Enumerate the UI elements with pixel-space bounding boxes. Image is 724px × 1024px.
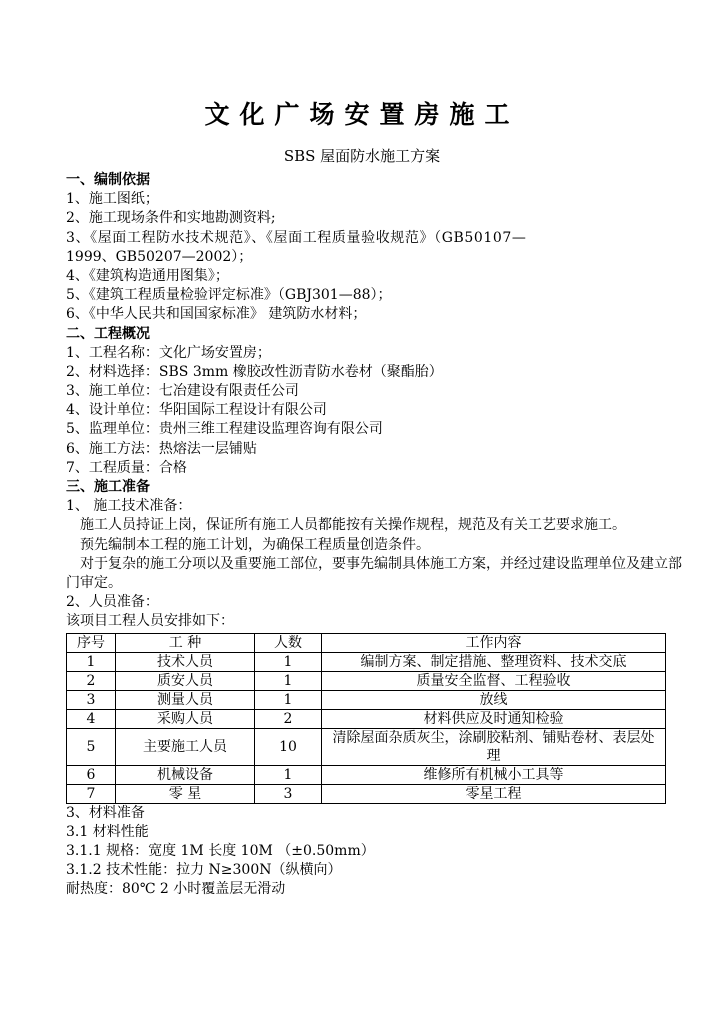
section3-sub3: 3、材料准备 [66,804,145,821]
table-cell: 机械设备 [116,765,255,784]
materials-item: 耐热度：80℃ 2 小时覆盖层无滑动 [66,881,286,898]
section1-item: 6、《中华人民共和国国家标准》 建筑防水材料； [66,306,367,323]
table-cell: 维修所有机械小工具等 [322,765,666,784]
table-header-cell: 工 种 [116,633,255,652]
section3-para3: 对于复杂的施工分项以及重要施工部位，要事先编制具体施工方案，并经过建设监理单位及建立部门审定。 [66,555,682,591]
section1-item: 2、施工现场条件和实地勘测资料; [66,210,276,227]
table-cell: 零星工程 [322,784,666,803]
table-cell: 3 [255,784,322,803]
section2-item: 3、施工单位：七冶建设有限责任公司 [66,383,299,400]
table-cell: 技术人员 [116,652,255,671]
document-subtitle: SBS 屋面防水施工方案 [283,147,441,165]
table-row [67,671,666,690]
table-row [67,652,666,671]
staff-table [66,633,666,804]
materials-item: 3.1.2 技术性能：拉力 N≥300N（纵横向） [66,862,342,879]
document-body [66,171,682,899]
table-cell: 编制方案、制定措施、整理资料、技术交底 [322,652,666,671]
table-header-cell: 序号 [67,633,116,652]
section3-sub1: 1、 施工技术准备： [66,498,192,515]
section1-heading: 一、编制依据 [66,172,150,188]
table-cell: 2 [67,671,116,690]
table-cell: 10 [255,728,322,765]
section2-item: 2、材料选择：SBS 3mm 橡胶改性沥青防水卷材（聚酯胎） [66,363,443,380]
table-cell: 采购人员 [116,709,255,728]
table-cell: 放线 [322,690,666,709]
section2-item: 5、监理单位：贵州三维工程建设监理咨询有限公司 [66,421,383,438]
section2-item: 7、工程质量：合格 [66,459,187,476]
table-cell: 材料供应及时通知检验 [322,709,666,728]
section2-item: 6、施工方法：热熔法一层铺贴 [66,440,257,457]
table-cell: 清除屋面杂质灰尘，涂刷胶粘剂、铺贴卷材、表层处理 [322,728,666,765]
table-cell: 主要施工人员 [116,728,255,765]
section3-sub2: 2、人员准备： [66,594,159,611]
table-cell: 1 [255,671,322,690]
table-row [67,728,666,765]
table-header-row [67,633,666,652]
table-cell: 1 [255,690,322,709]
section1-item: 1999、GB50207—2002）； [66,248,253,265]
materials-item: 3.1.1 规格：宽度 1M 长度 10M （±0.50mm） [66,842,375,859]
table-cell: 2 [255,709,322,728]
section2-item: 1、工程名称：文化广场安置房； [66,344,271,361]
section1-item: 3、《屋面工程防水技术规范》、《屋面工程质量验收规范》（GB50107— [66,229,527,246]
section2-heading: 二、工程概况 [66,325,150,342]
table-row [67,690,666,709]
table-cell: 1 [255,765,322,784]
table-cell: 3 [67,690,116,709]
table-header-cell: 工作内容 [322,633,666,652]
table-intro: 该项目工程人员安排如下： [66,613,234,630]
table-cell: 测量人员 [116,690,255,709]
table-cell: 4 [67,709,116,728]
table-header-cell: 人数 [255,633,322,652]
table-cell: 1 [255,652,322,671]
table-row [67,765,666,784]
table-row [67,784,666,803]
section1-item: 4、《建筑构造通用图集》； [66,267,229,284]
section3-para1: 施工人员持证上岗，保证所有施工人员都能按有关操作规程，规范及有关工艺要求施工。 [80,517,626,534]
section3-heading: 三、施工准备 [66,479,150,495]
table-cell: 7 [67,784,116,803]
table-cell: 零 星 [116,784,255,803]
section1-item: 5、《建筑工程质量检验评定标准》（GBJ301—88）； [66,287,392,304]
table-cell: 质量安全监督、工程验收 [322,671,666,690]
document-title: 文化广场安置房施工 [204,100,520,129]
section2-item: 4、设计单位：华阳国际工程设计有限公司 [66,402,327,419]
table-row [67,709,666,728]
table-cell: 质安人员 [116,671,255,690]
table-cell: 1 [67,652,116,671]
section1-item: 1、施工图纸； [66,191,159,208]
materials-item: 3.1 材料性能 [66,823,149,840]
section3-para2: 预先编制本工程的施工计划，为确保工程质量创造条件。 [80,536,430,553]
table-cell: 5 [67,728,116,765]
table-cell: 6 [67,765,116,784]
